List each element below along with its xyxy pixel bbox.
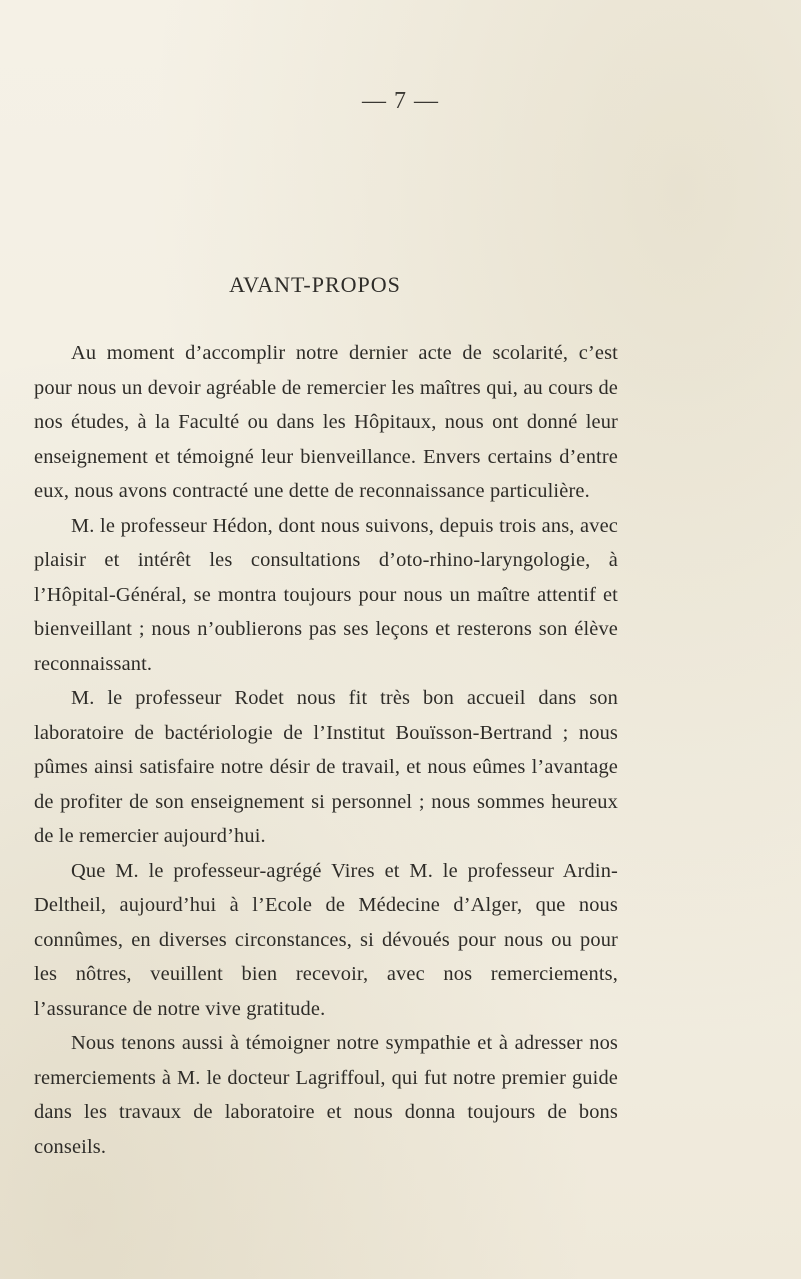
page-number: — 7 — xyxy=(362,88,439,114)
paragraph-5: Nous tenons aussi à témoigner notre sympathie et à adresser nos remerciements à M. le docteur Lagriffoul, qui fut notre premier guide dans les travaux de laboratoire et nous donna toujours de bons conseils. xyxy=(34,1032,618,1158)
paragraph-4: Que M. le professeur-agrégé Vires et M. le professeur Ardin-Deltheil, aujourd’hui à l’Ecole de Médecine d’Alger, que nous connûmes, en diverses circonstances, si dévoués pour nous ou pour les nôtres, veuillent bien recevoir, avec nos remerciements, l’assurance de notre vive gratitude. xyxy=(34,859,618,1020)
paragraph-3: M. le professeur Rodet nous fit très bon accueil dans son laboratoire de bactériologie de l’Institut Bouïsson-Bertrand ; nous pûmes ainsi satisfaire notre désir de travail, et nous eûmes l’avantage de profiter de son enseignement si personnel ; nous sommes heureux de le remercier aujourd’hui. xyxy=(34,687,618,847)
paragraph-2: M. le professeur Hédon, dont nous suivons, depuis trois ans, avec plaisir et intérêt les consultations d’oto-rhino-laryngologie, à l’Hôpital-Général, se montra toujours pour nous un maître attentif et bienveillant ; nous n’oublierons pas ses leçons et resterons son élève reconnaissant. xyxy=(34,514,618,675)
section-heading: AVANT-PROPOS xyxy=(229,272,401,297)
paragraph-1: Au moment d’accomplir notre dernier acte de scolarité, c’est pour nous un devoir agréable de remercier les maîtres qui, au cours de nos études, à la Faculté ou dans les Hôpitaux, nous ont donné leur enseignement et témoigné leur bienveillance. Envers certains d’entre eux, nous avons contracté une dette de reconnaissance particulière. xyxy=(34,342,618,502)
body-text xyxy=(34,336,618,1164)
